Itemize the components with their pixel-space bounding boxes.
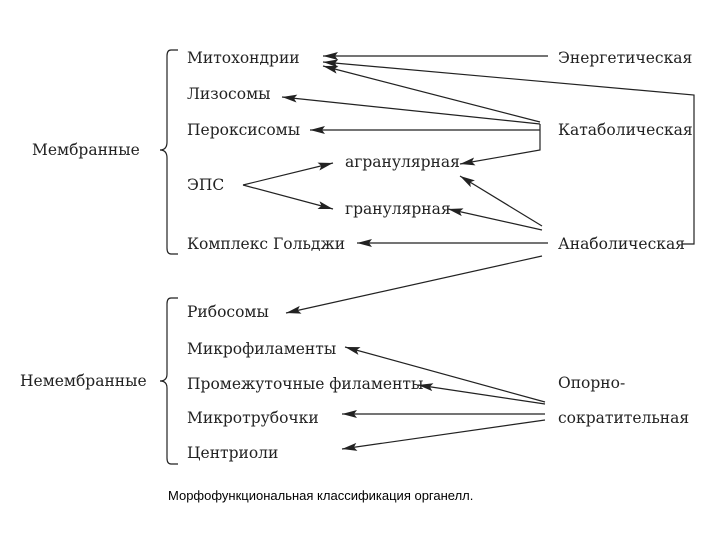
nonmembrane-brace: [160, 298, 178, 464]
function-support-line2: сократительная: [558, 409, 690, 427]
arrow-catabolic-mitochondria: [323, 66, 540, 122]
function-catabolic: Катаболическая: [558, 121, 693, 139]
organelle-eps: ЭПС: [187, 176, 225, 194]
figure-caption: Морфофункциональная классификация органелл.: [168, 488, 474, 503]
group-label-nonmembrane: Немембранные: [20, 372, 147, 390]
organelle-intermediate-filaments: Промежуточные филаменты: [187, 375, 424, 393]
organelle-ribosomes: Рибосомы: [187, 303, 269, 321]
function-support-line1: Опорно-: [558, 374, 626, 392]
organelle-microfilaments: Микрофиламенты: [187, 340, 337, 358]
arrow-eps-agranular: [243, 163, 333, 185]
arrow-catabolic-lysosomes: [282, 97, 540, 124]
function-energy: Энергетическая: [558, 49, 693, 67]
organelle-eps-granular: гранулярная: [345, 200, 451, 218]
organelle-microtubules: Микротрубочки: [187, 409, 319, 427]
arrow-anabolic-ribosomes: [286, 256, 542, 313]
arrow-eps-granular: [243, 185, 333, 209]
organelle-mitochondria: Митохондрии: [187, 49, 300, 67]
arrow-anabolic-agranular: [460, 176, 542, 226]
arrow-support-centrioles: [342, 420, 545, 449]
function-anabolic: Анаболическая: [558, 235, 685, 253]
organelle-eps-agranular: агранулярная: [345, 153, 460, 171]
organelle-golgi: Комплекс Гольджи: [187, 235, 346, 253]
organelle-peroxisomes: Пероксисомы: [187, 121, 301, 139]
arrow-anabolic-granular: [448, 209, 542, 230]
group-label-membrane: Мембранные: [32, 141, 140, 159]
organelle-lysosomes: Лизосомы: [187, 85, 271, 103]
organelle-centrioles: Центриоли: [187, 444, 279, 462]
membrane-brace: [160, 50, 178, 254]
arrow-support-intermediate-filaments: [418, 385, 545, 404]
